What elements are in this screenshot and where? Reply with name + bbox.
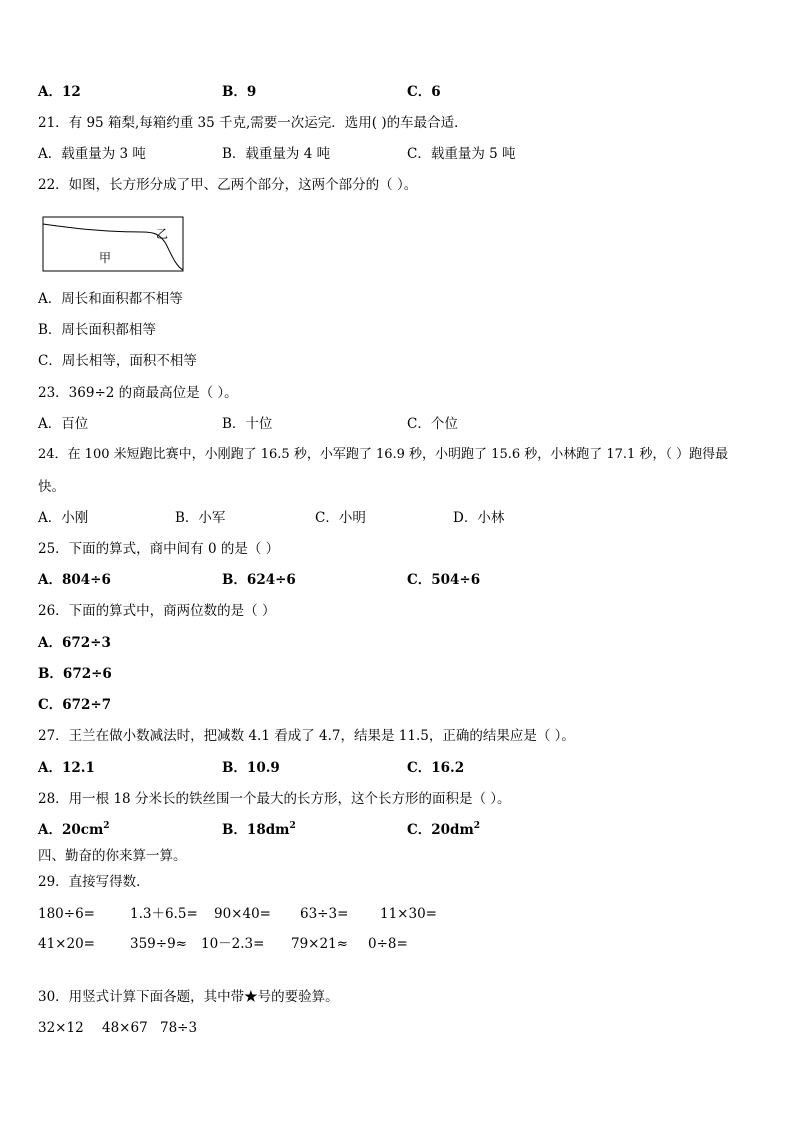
q20-option-c: C．6 <box>407 84 441 100</box>
q21-option-a: A．载重量为 3 吨 <box>38 146 146 162</box>
q25-stem: 25．下面的算式，商中间有 0 的是（ ） <box>38 541 280 557</box>
q29-item: 10－2.3= <box>201 936 265 952</box>
q21-option-c: C．载重量为 5 吨 <box>407 146 516 162</box>
q26-option-b: B．672÷6 <box>38 666 112 682</box>
q22-option-c: C．周长相等，面积不相等 <box>38 353 197 369</box>
q29-item: 359÷9≈ <box>130 936 187 952</box>
q28-stem: 28．用一根 18 分米长的铁丝围一个最大的长方形，这个长方形的面积是（ ）。 <box>38 791 511 807</box>
q23-option-c: C．个位 <box>407 416 458 432</box>
q29-item: 41×20= <box>38 936 95 952</box>
q29-item: 11×30= <box>380 906 437 922</box>
q21-option-b: B．载重量为 4 吨 <box>222 146 331 162</box>
q30-stem: 30．用竖式计算下面各题，其中带★号的要验算。 <box>38 989 339 1005</box>
q29-item: 1.3＋6.5= <box>130 906 198 922</box>
q26-option-c: C．672÷7 <box>38 697 112 713</box>
q25-option-a: A．804÷6 <box>38 572 111 588</box>
q27-stem: 27．王兰在做小数减法时，把减数 4.1 看成了 4.7，结果是 11.5，正确的结果应是（ ）。 <box>38 728 575 744</box>
rectangle-outline <box>43 217 183 271</box>
label-jia: 甲 <box>99 251 112 265</box>
q28-option-c: C．$20dm^2$ <box>407 821 481 838</box>
q28-option-b: B．$18dm^2$ <box>222 821 296 838</box>
q27-option-a: A．12.1 <box>38 760 95 776</box>
q28-option-a: A．$20cm^2$ <box>38 821 110 838</box>
q22-rectangle-figure <box>42 216 184 272</box>
q29-item: 0÷8= <box>368 936 408 952</box>
q26-stem: 26．下面的算式中，商两位数的是（ ） <box>38 603 276 619</box>
q25-option-c: C．504÷6 <box>407 572 481 588</box>
label-yi: 乙 <box>156 227 169 241</box>
q29-item: 180÷6= <box>38 906 95 922</box>
q30-item: 32×12 <box>38 1020 84 1036</box>
q24-option-a: A．小刚 <box>38 510 89 526</box>
q24-option-d: D．小林 <box>453 510 505 526</box>
q22-option-a: A．周长和面积都不相等 <box>38 291 183 307</box>
q29-stem: 29．直接写得数． <box>38 874 150 890</box>
section-heading: 四、勤奋的你来算一算。 <box>38 848 187 864</box>
q27-option-c: C．16.2 <box>407 760 465 776</box>
q30-item: 78÷3 <box>160 1020 198 1036</box>
q24-option-c: C．小明 <box>315 510 366 526</box>
q29-item: 63÷3= <box>300 906 349 922</box>
q23-option-b: B．十位 <box>222 416 273 432</box>
q22-stem: 22．如图，长方形分成了甲、乙两个部分，这两个部分的（ ）。 <box>38 177 418 193</box>
q30-item: 48×67 <box>102 1020 148 1036</box>
q20-option-b: B．9 <box>222 84 257 100</box>
q24-stem-line1: 24．在 100 米短跑比赛中，小刚跑了 16.5 秒，小军跑了 16.9 秒，小明跑了 15.6 秒，小林跑了 17.1 秒，（ ）跑得最 <box>38 447 729 462</box>
q23-option-a: A．百位 <box>38 416 89 432</box>
q29-item: 90×40= <box>214 906 271 922</box>
q23-stem: 23．369÷2 的商最高位是（ ）。 <box>38 385 238 401</box>
q25-option-b: B．624÷6 <box>222 572 296 588</box>
q24-option-b: B．小军 <box>175 510 226 526</box>
q20-option-a: A．12 <box>38 84 81 100</box>
q27-option-b: B．10.9 <box>222 760 280 776</box>
q26-option-a: A．672÷3 <box>38 635 111 651</box>
q21-stem: 21．有 95 箱梨,每箱约重 35 千克,需要一次运完．选用( )的车最合适． <box>38 115 468 131</box>
q24-stem-line2: 快。 <box>38 479 65 495</box>
q22-option-b: B．周长面积都相等 <box>38 322 156 338</box>
q29-item: 79×21≈ <box>291 936 348 952</box>
